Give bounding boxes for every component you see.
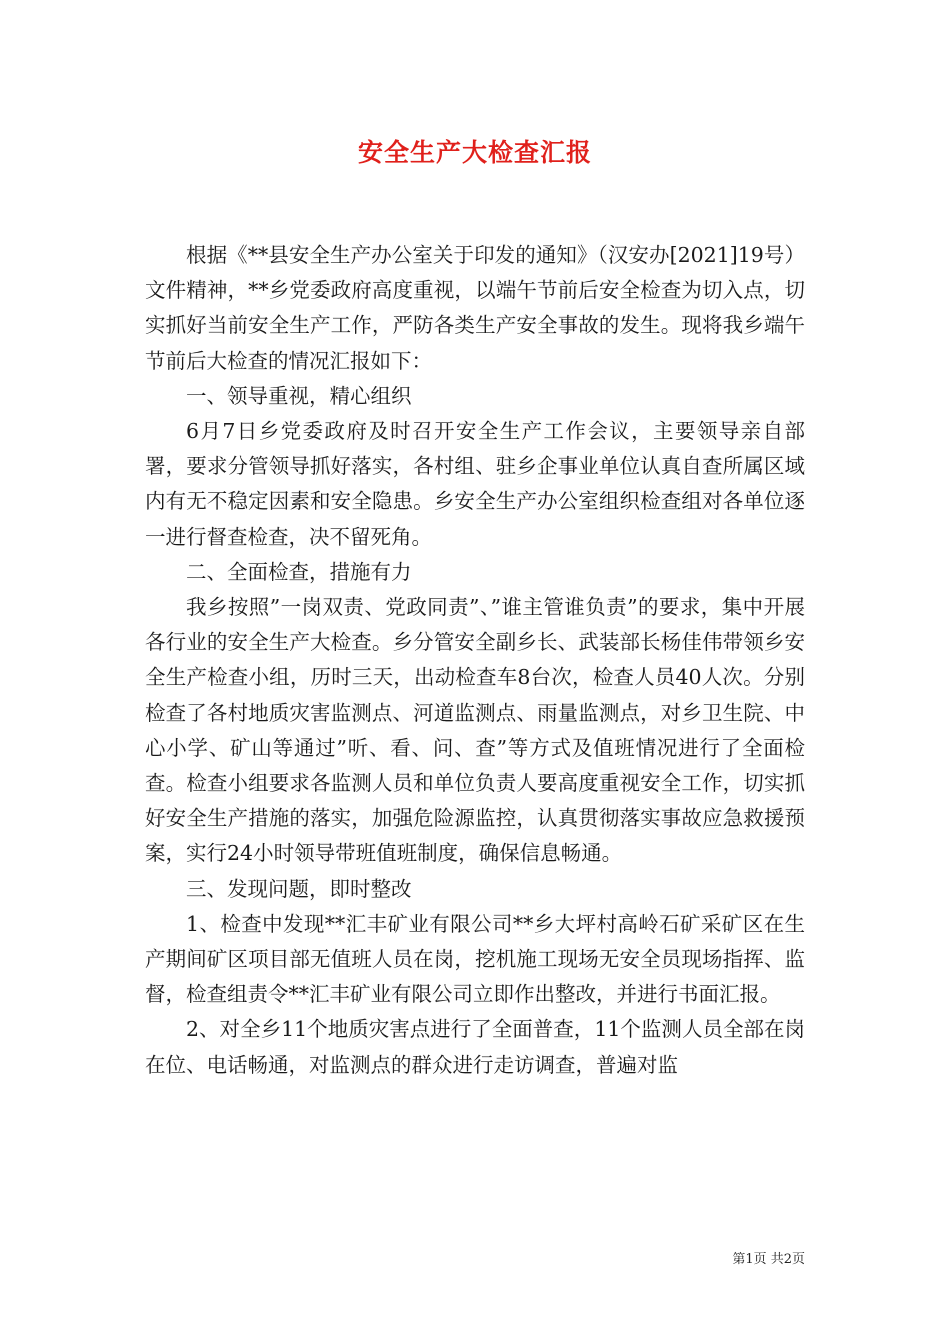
document-body xyxy=(145,238,805,1083)
paragraph-item-2: 2、对全乡11个地质灾害点进行了全面普查，11个监测人员全部在岗在位、电话畅通，对监测点的群众进行走访调查，普遍对监 xyxy=(145,1017,805,1077)
paragraph-section-2: 我乡按照”一岗双责、党政同责”、”谁主管谁负责”的要求，集中开展各行业的安全生产大检查。乡分管安全副乡长、武装部长杨佳伟带领乡安全生产检查小组，历时三天，出动检查车8台次，检查人员40人次。分别检查了各村地质灾害监测点、河道监测点、雨量监测点，对乡卫生院、中心小学、矿山等通过”听、看、问、查”等方式及值班情况进行了全面检查。检查小组要求各监测人员和单位负责人要高度重视安全工作，切实抓好安全生产措施的落实，加强危险源监控，认真贯彻落实事故应急救援预案，实行24小时领导带班值班制度，确保信息畅通。 xyxy=(145,595,805,866)
section-heading-2: 二、全面检查，措施有力 xyxy=(186,559,412,584)
paragraph-item-1: 1、检查中发现**汇丰矿业有限公司**乡大坪村高岭石矿采矿区在生产期间矿区项目部无值班人员在岗，挖机施工现场无安全员现场指挥、监督，检查组责令**汇丰矿业有限公司立即作出整改，并进行书面汇报。 xyxy=(145,911,805,1007)
section-heading-3: 三、发现问题，即时整改 xyxy=(186,876,412,901)
paragraph-section-1: 6月7日乡党委政府及时召开安全生产工作会议，主要领导亲自部署，要求分管领导抓好落实，各村组、驻乡企事业单位认真自查所属区域内有无不稳定因素和安全隐患。乡安全生产办公室组织检查组对各单位逐一进行督查检查，决不留死角。 xyxy=(145,419,805,549)
page-number-footer: 第1页 共2页 xyxy=(732,1252,805,1267)
section-heading-1: 一、领导重视，精心组织 xyxy=(186,383,412,408)
paragraph-intro: 根据《**县安全生产办公室关于印发的通知》（汉安办[2021]19号）文件精神，**乡党委政府高度重视，以端午节前后安全检查为切入点，切实抓好当前安全生产工作，严防各类生产安全事故的发生。现将我乡端午节前后大检查的情况汇报如下： xyxy=(145,243,805,373)
document-title: 安全生产大检查汇报 xyxy=(357,138,592,167)
